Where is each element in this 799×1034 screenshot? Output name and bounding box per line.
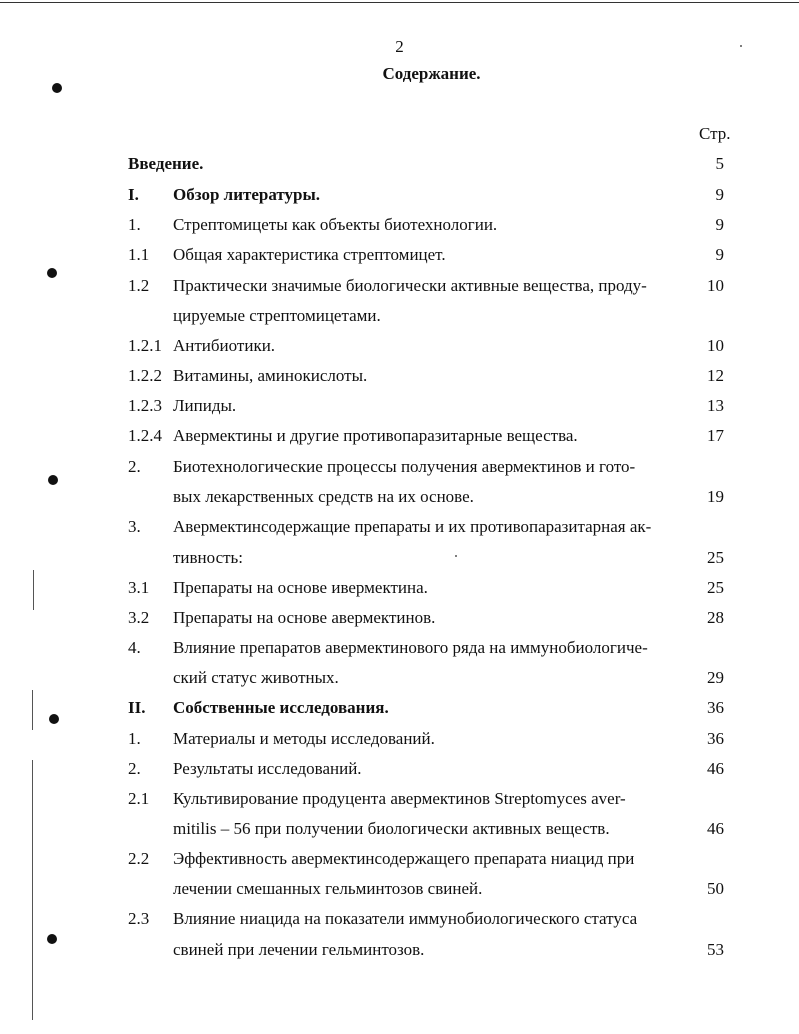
toc-line <box>0 240 799 270</box>
toc-line <box>0 663 799 693</box>
toc-line <box>0 935 799 965</box>
toc-page-number: 12 <box>707 366 724 385</box>
toc-title: Липиды. <box>173 396 237 415</box>
toc-number: I. <box>128 185 139 204</box>
toc-page-number: 46 <box>707 759 724 778</box>
toc-line <box>0 452 799 482</box>
page-number: 2 <box>395 37 404 56</box>
toc-line <box>0 784 799 814</box>
toc-line <box>0 724 799 754</box>
toc-page-number: 19 <box>707 487 724 506</box>
toc-title: Биотехнологические процессы получения авермектинов и гото- <box>173 457 636 476</box>
toc-number: 1.2.1 <box>128 336 162 355</box>
toc-title: Антибиотики. <box>173 336 276 355</box>
toc-line <box>0 844 799 874</box>
toc-number: II. <box>128 698 146 717</box>
toc-title: Авермектинсодержащие препараты и их противопаразитарная ак- <box>173 517 652 536</box>
toc-title: mitilis – 56 при получении биологически активных веществ. <box>173 819 610 838</box>
toc-title: Препараты на основе ивермектина. <box>173 578 428 597</box>
toc-line <box>0 874 799 904</box>
toc-page-number: 25 <box>707 548 724 567</box>
toc-number: 1.2.3 <box>128 396 162 415</box>
toc-number: 1. <box>128 215 141 234</box>
toc-line <box>0 573 799 603</box>
toc-page-number: 9 <box>715 215 724 234</box>
page-column-label: Стр. <box>699 124 731 143</box>
toc-title: Материалы и методы исследований. <box>173 729 435 748</box>
toc-title: свиней при лечении гельминтозов. <box>173 940 425 959</box>
toc-line <box>0 361 799 391</box>
page-title: Содержание. <box>382 64 481 83</box>
toc-page-number: 9 <box>715 185 724 204</box>
toc-line <box>0 391 799 421</box>
toc-title: лечении смешанных гельминтозов свиней. <box>173 879 483 898</box>
toc-title: Введение. <box>128 154 204 173</box>
toc-number: 2. <box>128 457 141 476</box>
toc-page-number: 13 <box>707 396 724 415</box>
toc-page-number: 10 <box>707 276 724 295</box>
toc-line <box>0 180 799 210</box>
toc-line <box>0 512 799 542</box>
toc-page-number: 36 <box>707 729 724 748</box>
toc-number: 2. <box>128 759 141 778</box>
toc-number: 1.2.2 <box>128 366 162 385</box>
toc-title: Влияние ниацида на показатели иммунобиологического статуса <box>173 909 638 928</box>
toc-page-number: 50 <box>707 879 724 898</box>
toc-line <box>0 210 799 240</box>
toc-line <box>0 331 799 361</box>
toc-line <box>0 482 799 512</box>
toc-page-number: 17 <box>707 426 724 445</box>
toc-title: ский статус животных. <box>173 668 339 687</box>
toc-title: Препараты на основе авермектинов. <box>173 608 436 627</box>
toc-title: Собственные исследования. <box>173 698 389 717</box>
toc-page-number: 36 <box>707 698 724 717</box>
toc-page-number: 28 <box>707 608 724 627</box>
toc-page-number: 53 <box>707 940 724 959</box>
toc-title: Авермектины и другие противопаразитарные вещества. <box>173 426 578 445</box>
toc-line <box>0 693 799 723</box>
toc-number: 1. <box>128 729 141 748</box>
toc-number: 1.2.4 <box>128 426 162 445</box>
toc-title: Влияние препаратов авермектинового ряда на иммунобиологиче- <box>173 638 648 657</box>
toc-line <box>0 603 799 633</box>
toc-line <box>0 301 799 331</box>
toc-number: 4. <box>128 638 141 657</box>
toc-line <box>0 149 799 179</box>
toc-line <box>0 421 799 451</box>
toc-page-number: 46 <box>707 819 724 838</box>
toc-title: вых лекарственных средств на их основе. <box>173 487 474 506</box>
toc-line <box>0 814 799 844</box>
toc-number: 2.1 <box>128 789 150 808</box>
toc-title: Общая характеристика стрептомицет. <box>173 245 446 264</box>
toc-number: 3.2 <box>128 608 150 627</box>
toc-page-number: 9 <box>715 245 724 264</box>
toc-title: Эффективность авермектинсодержащего препарата ниацид при <box>173 849 635 868</box>
toc-title: Практически значимые биологически активные вещества, проду- <box>173 276 647 295</box>
toc-line <box>0 754 799 784</box>
toc-number: 3.1 <box>128 578 150 597</box>
toc-line <box>0 904 799 934</box>
toc-title: Результаты исследований. <box>173 759 362 778</box>
toc-line <box>0 543 799 573</box>
toc-number: 2.3 <box>128 909 150 928</box>
toc-number: 1.1 <box>128 245 150 264</box>
toc-page-number: 25 <box>707 578 724 597</box>
toc-title: тивность: <box>173 548 244 567</box>
toc-title: Стрептомицеты как объекты биотехнологии. <box>173 215 498 234</box>
toc-title: Культивирование продуцента авермектинов Streptomyces aver- <box>173 789 626 808</box>
toc-title: Витамины, аминокислоты. <box>173 366 368 385</box>
toc-page-number: 29 <box>707 668 724 687</box>
toc-page-number: 5 <box>715 154 724 173</box>
toc-page-number: 10 <box>707 336 724 355</box>
toc-title: цируемые стрептомицетами. <box>173 306 381 325</box>
toc-number: 1.2 <box>128 276 150 295</box>
toc-number: 3. <box>128 517 141 536</box>
toc-number: 2.2 <box>128 849 150 868</box>
toc-line <box>0 633 799 663</box>
toc-title: Обзор литературы. <box>173 185 321 204</box>
toc-line <box>0 271 799 301</box>
